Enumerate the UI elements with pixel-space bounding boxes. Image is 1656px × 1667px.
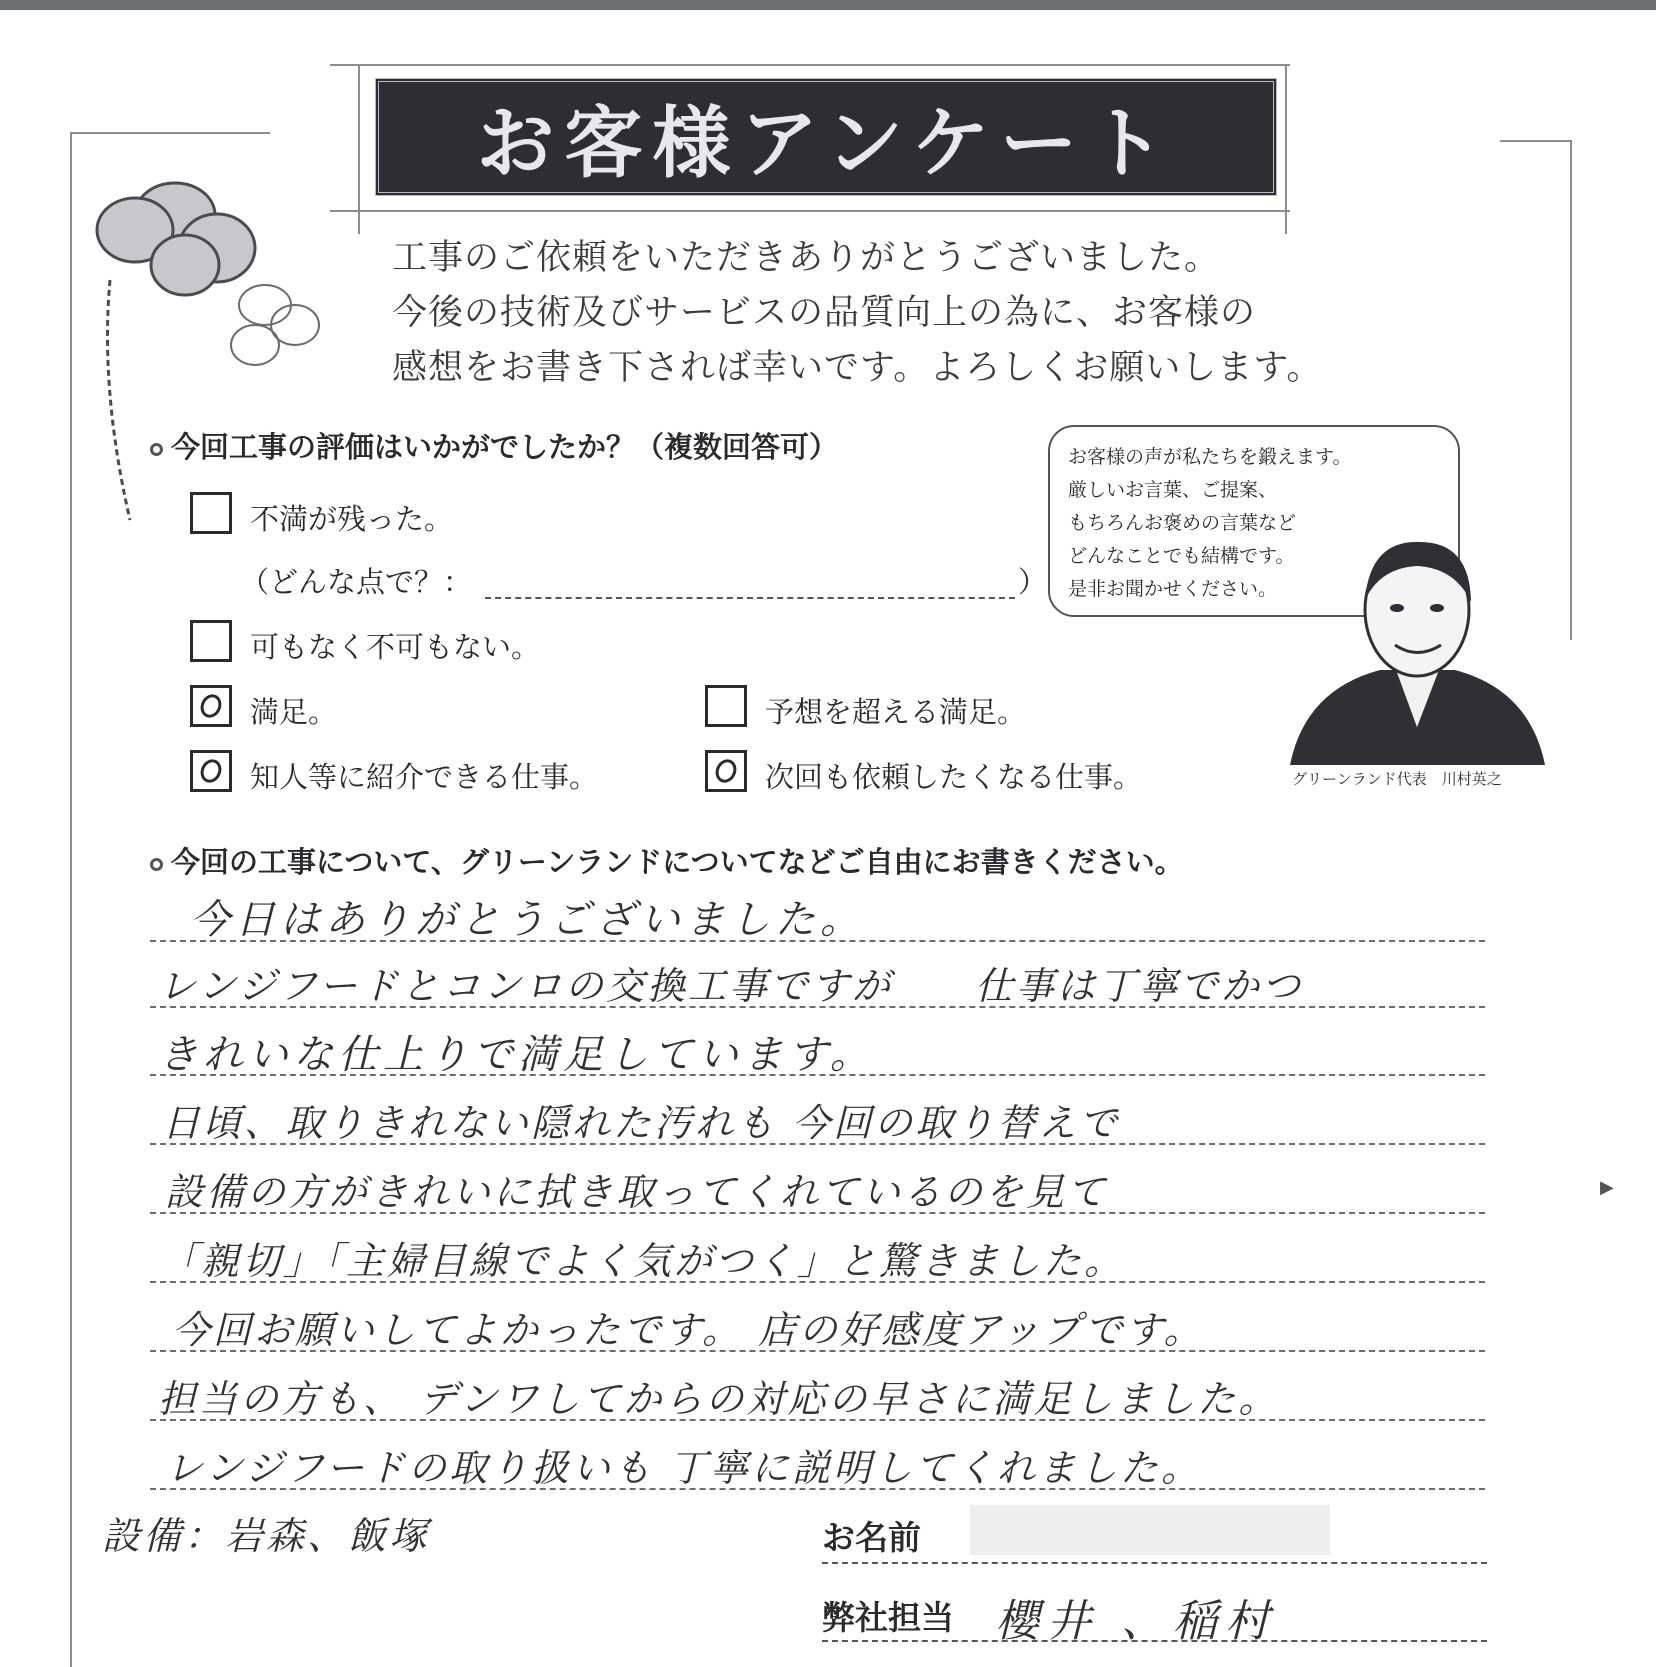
clover-illustration (95, 160, 355, 530)
reason-prompt-open: （どんな点で？： (240, 565, 473, 599)
name-field-redacted[interactable] (970, 1505, 1330, 1555)
checkbox-satisfied[interactable] (190, 685, 232, 727)
bullet-icon (150, 443, 163, 456)
name-underline (822, 1562, 1487, 1564)
speech-line-3: もちろんお褒めの言葉など (1068, 512, 1297, 534)
small-clover-leaf-3 (231, 325, 279, 365)
survey-title (375, 78, 1277, 196)
frame-top-line (70, 132, 270, 134)
comment-line-2: レンジフードとコンロの交換工事ですが 仕事は丁寧でかつ (158, 964, 1303, 1008)
scan-top-border (0, 0, 1656, 10)
option-beyond-expectations-label: 予想を超える満足。 (765, 695, 1027, 729)
title-rule-right (1285, 64, 1287, 234)
frame-top-right-line (1500, 140, 1572, 142)
comment-line-3: きれいな仕上りで満足しています。 (158, 1032, 875, 1078)
reason-input-line[interactable] (485, 597, 1015, 599)
comment-line-5: 設備の方がきれいに拭き取ってくれているのを見て (165, 1170, 1109, 1214)
comment-line-6: 「親切」「主婦目線でよく気がつく」と驚きました。 (160, 1239, 1126, 1283)
staff-label: 弊社担当 (822, 1598, 954, 1637)
checkbox-beyond-expectations[interactable] (705, 685, 747, 727)
clover-stem (108, 280, 131, 520)
option-request-again-label: 次回も依頼したくなる仕事。 (765, 760, 1143, 794)
checkbox-request-again[interactable] (705, 750, 747, 792)
question-1-text: 今回工事の評価はいかがでしたか？（複数回答可） (171, 430, 839, 464)
equipment-staff-note: 設備：岩森、飯塚 (102, 1514, 431, 1558)
title-rule-top (330, 64, 1290, 66)
option-neutral-label: 可もなく不可もない。 (250, 630, 541, 664)
representative-portrait (1285, 530, 1550, 765)
option-dissatisfied-label: 不満が残った。 (250, 502, 454, 536)
question-1-heading (150, 425, 838, 466)
title-rule-bottom (330, 210, 1290, 212)
speech-line-5: 是非お聞かせください。 (1068, 578, 1278, 600)
portrait-eye-right (1430, 604, 1444, 612)
option-satisfied-label: 満足。 (250, 695, 338, 729)
staff-names: 櫻井 、稲村 (995, 1596, 1277, 1647)
speech-line-1: お客様の声が私たちを鍛えます。 (1068, 446, 1352, 468)
speech-line-2: 厳しいお言葉、ご提案、 (1068, 479, 1278, 501)
bullet-icon (150, 858, 163, 871)
checkbox-dissatisfied[interactable] (190, 492, 232, 534)
option-recommendable-label: 知人等に紹介できる仕事。 (250, 760, 599, 794)
staff-underline (822, 1640, 1487, 1642)
comment-line-8: 担当の方も、 デンワしてからの対応の早さに満足しました。 (158, 1377, 1280, 1421)
reason-prompt-close: ） (1018, 565, 1048, 599)
question-2-heading (150, 840, 1184, 881)
comment-line-9: レンジフードの取り扱いも 丁寧に説明してくれました。 (165, 1446, 1203, 1490)
comment-line-4: 日頃、取りきれない隠れた汚れも 今回の取り替えで (162, 1101, 1121, 1145)
frame-right-line (1570, 140, 1572, 640)
question-2-text: 今回の工事について、グリーンランドについてなどご自由にお書きください。 (171, 845, 1184, 879)
intro-line-1: 工事のご依頼をいただきありがとうございました。 (392, 238, 1221, 278)
frame-left-line (70, 132, 72, 1667)
title-rule-left (358, 64, 360, 234)
clover-leaf-bottom (151, 235, 219, 295)
checkbox-neutral[interactable] (190, 620, 232, 662)
survey-title-text: お客様アンケート (476, 99, 1176, 189)
comment-line-1: 今日はありがとうございました。 (190, 897, 865, 943)
intro-line-3: 感想をお書き下されば幸いです。よろしくお願いします。 (392, 348, 1323, 388)
speech-line-4: どんなことでも結構です。 (1068, 545, 1295, 567)
intro-line-2: 今後の技術及びサービスの品質向上の為に、お客様の (392, 293, 1257, 333)
small-clover-leaf-1 (239, 285, 291, 325)
checkbox-recommendable[interactable] (190, 750, 232, 792)
portrait-eye-left (1390, 604, 1404, 612)
portrait-caption: グリーンランド代表 川村英之 (1292, 770, 1502, 788)
comment-line-7: 今回お願いしてよかったです。 店の好感度アップです。 (172, 1308, 1205, 1352)
name-label: お名前 (822, 1518, 921, 1557)
scan-marker-icon: ▶ (1600, 1177, 1614, 1198)
